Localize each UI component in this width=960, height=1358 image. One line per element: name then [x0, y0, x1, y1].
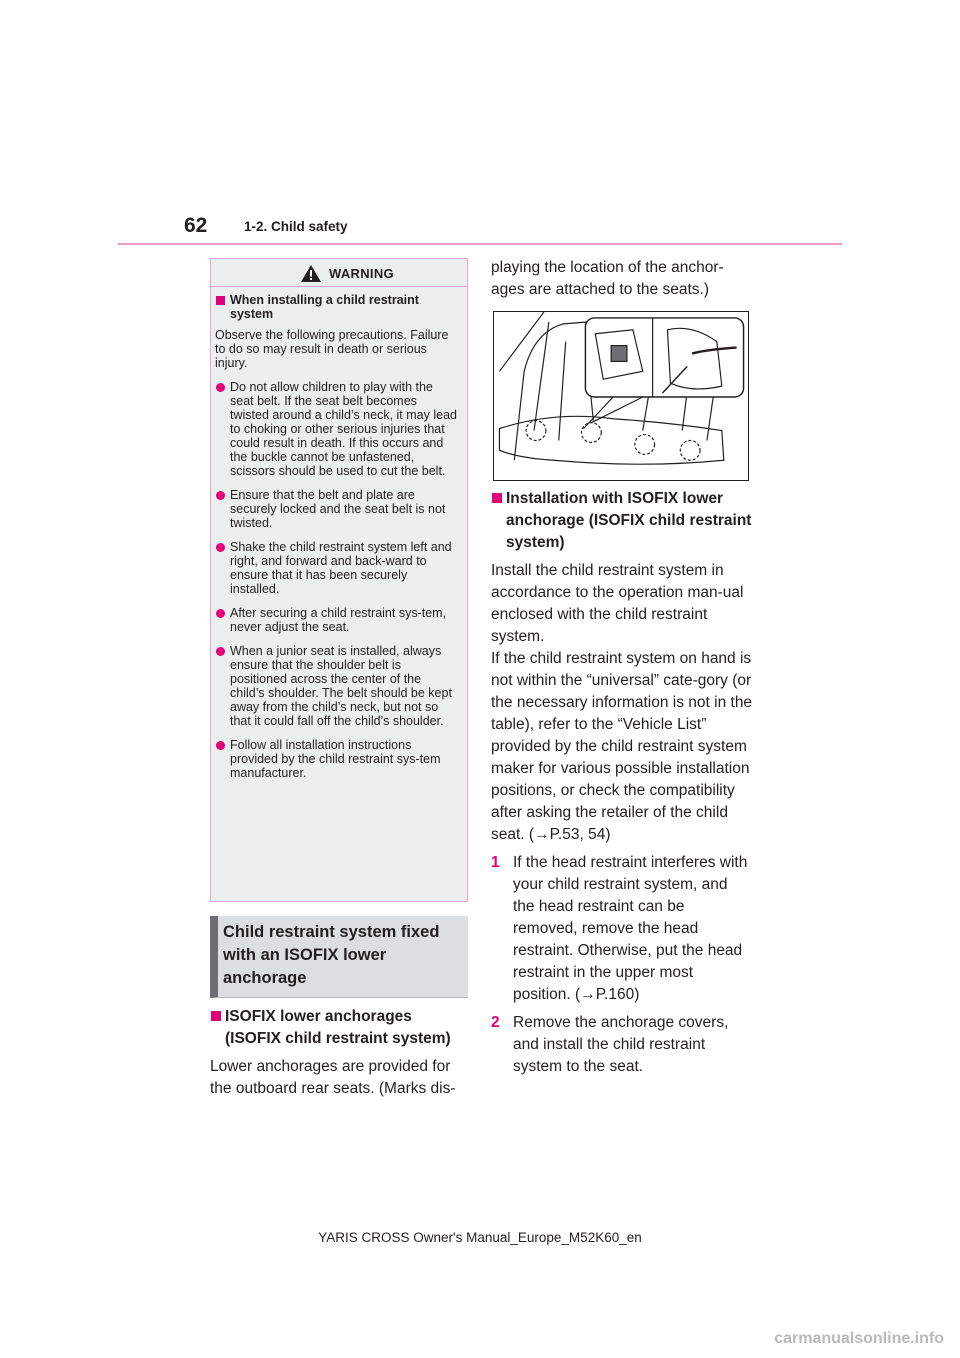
circle-bullet-icon: [216, 647, 225, 656]
step-number: 1: [491, 854, 500, 871]
footer-text: YARIS CROSS Owner's Manual_Europe_M52K60_en: [318, 1230, 642, 1245]
warning-intro: Observe the following precautions. Failure to do so may result in death or serious injury.: [215, 328, 449, 370]
body-paragraph-continued: playing the location of the anchor-ages are attached to the seats.): [491, 259, 724, 298]
section-title: 1-2. Child safety: [244, 219, 348, 234]
right-column-body: [491, 488, 753, 1078]
warning-bullet: Shake the child restraint system left and right, and forward and back-ward to ensure that it has been securely installed.: [215, 540, 459, 596]
circle-bullet-icon: [216, 609, 225, 618]
warning-bullet: Ensure that the belt and plate are securely locked and the seat belt is not twisted.: [215, 488, 459, 530]
square-bullet-icon: [216, 296, 225, 305]
warning-icon: [301, 265, 321, 282]
warning-label: WARNING: [329, 266, 394, 281]
page-number: 62: [184, 214, 208, 237]
section-heading-text: Child restraint system fixed with an ISOFIX lower anchorage: [223, 923, 440, 987]
warning-box: [210, 258, 468, 902]
warning-bullet: When a junior seat is installed, always ensure that the shoulder belt is positioned across the center of the child’s shoulder. The belt should be kept away from the child’s neck, but not so that it could fall off the child’s shoulder.: [215, 644, 459, 728]
watermark: carmanualsonline.info: [774, 1330, 944, 1347]
left-column-body: [210, 1006, 472, 1100]
step-number: 2: [491, 1014, 500, 1031]
step-item: 1 If the head restraint interferes with your child restraint system, and the head restraint can be removed, remove the head restraint. Otherwise, put the head restraint in the upper most position. (→P.160): [491, 854, 748, 1003]
warning-content: [215, 293, 459, 780]
circle-bullet-icon: [216, 741, 225, 750]
body-paragraph: Lower anchorages are provided for the outboard rear seats. (Marks dis-: [210, 1058, 456, 1097]
circle-bullet-icon: [216, 543, 225, 552]
square-bullet-icon: [492, 493, 502, 503]
warning-bullet: Do not allow children to play with the seat belt. If the seat belt becomes twisted around a child’s neck, it may lead to choking or other serious injuries that could result in death. If this occurs and the buckle cannot be unfastened, scissors should be used to cut the belt.: [215, 380, 459, 478]
warning-header: [211, 259, 467, 287]
step-item: 2 Remove the anchorage covers, and install the child restraint system to the seat.: [491, 1014, 729, 1075]
header-divider: [118, 243, 842, 245]
warning-bullet: Follow all installation instructions provided by the child restraint sys-tem manufacturer.: [215, 738, 459, 780]
warning-bullet: After securing a child restraint sys-tem, never adjust the seat.: [215, 606, 459, 634]
isofix-anchorages-heading: ISOFIX lower anchorages (ISOFIX child restraint system): [210, 1006, 472, 1050]
body-paragraph: If the child restraint system on hand is not within the “universal” cate-gory (or the necessary information is not in the table), refer to the “Vehicle List” provided by the child restraint system maker for various possible installation positions, or check the compatibility after asking the retailer of the child seat. (→P.53, 54): [491, 650, 753, 843]
circle-bullet-icon: [216, 491, 225, 500]
section-heading: [210, 916, 468, 998]
isofix-anchorage-illustration: [493, 311, 749, 481]
square-bullet-icon: [211, 1011, 221, 1021]
installation-heading: Installation with ISOFIX lower anchorage (ISOFIX child restraint system): [491, 488, 753, 554]
warning-subtitle: When installing a child restraint system: [215, 293, 459, 321]
body-paragraph: Install the child restraint system in accordance to the operation man-ual enclosed with the child restraint system.: [491, 562, 744, 645]
circle-bullet-icon: [216, 383, 225, 392]
